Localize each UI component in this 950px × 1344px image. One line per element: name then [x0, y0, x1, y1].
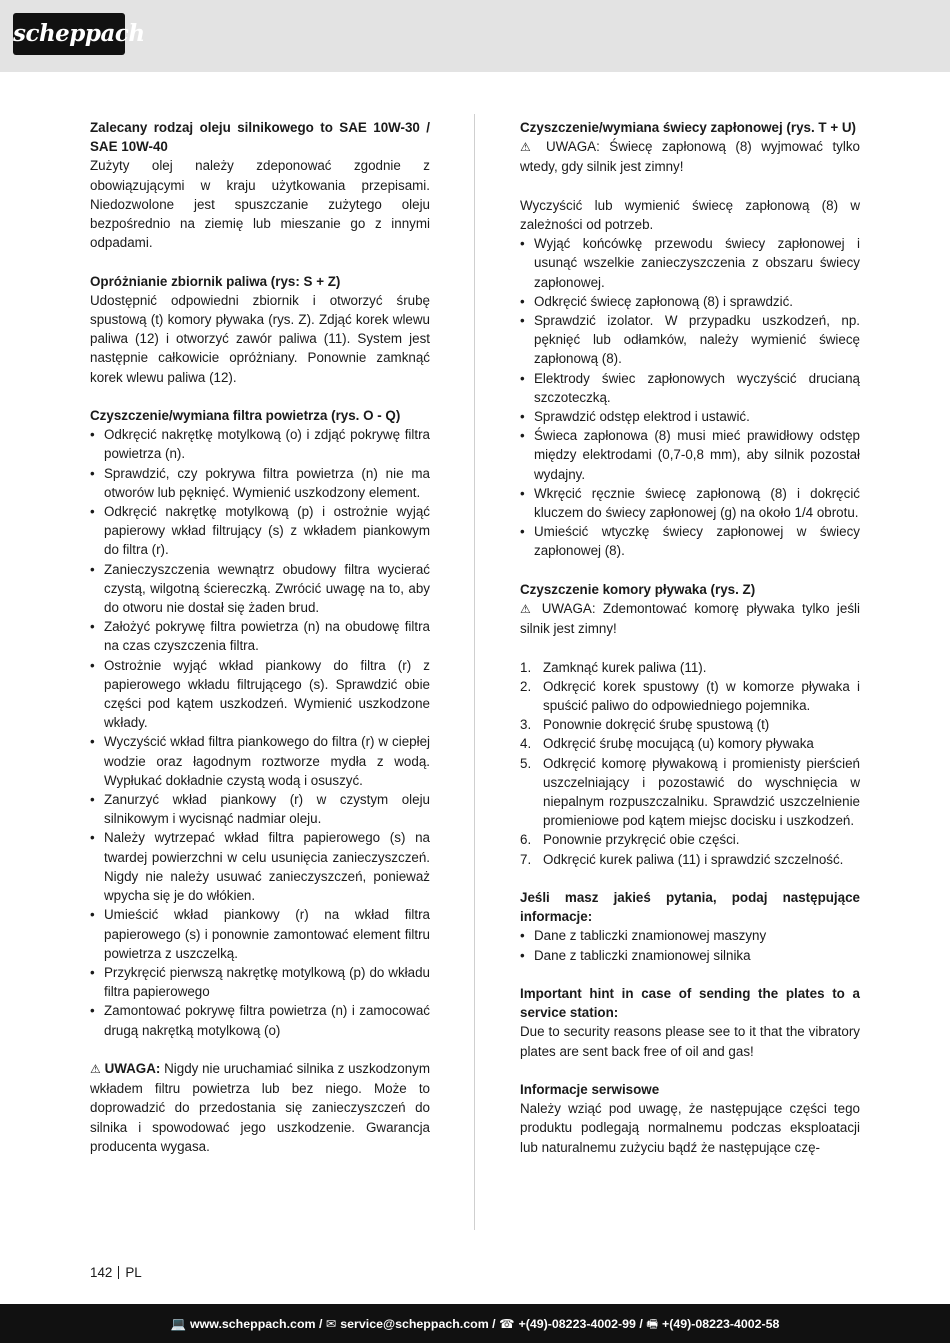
spark-steps-list	[520, 234, 860, 560]
step-text: Odkręcić śrubę mocującą (u) komory pływaka	[543, 736, 814, 752]
step-number: 1.	[520, 659, 532, 675]
step-text: Zamknąć kurek paliwa (11).	[543, 659, 707, 675]
email-icon: ✉	[325, 1316, 337, 1331]
list-item: • Odkręcić nakrętkę motylkową (p) i ostrożnie wyjąć papierowy wkład filtrujący (s) z wkładem piankowym do filtra (r).	[90, 502, 430, 560]
spark-warning-text: UWAGA: Świecę zapłonową (8) wyjmować tylko wtedy, gdy silnik jest zimny!	[520, 139, 860, 175]
filter-steps-list	[90, 425, 430, 1040]
step-number: 3.	[520, 717, 532, 733]
spark-heading: Czyszczenie/wymiana świecy zapłonowej (rys. T + U)	[520, 120, 857, 135]
list-item	[520, 754, 860, 831]
oil-heading: Zalecany rodzaj oleju silnikowego to SAE 10W-30 / SAE 10W-40	[90, 120, 430, 155]
list-item	[520, 850, 860, 869]
list-item	[520, 658, 860, 677]
list-item: • Umieścić wtyczkę świecy zapłonowej w świecy zapłonowej (8).	[520, 522, 860, 560]
list-item: • Zanurzyć wkład piankowy (r) w czystym oleju silnikowym i wycisnąć nadmiar oleju.	[90, 790, 430, 828]
page-language: PL	[125, 1265, 142, 1280]
list-item: • Umieścić wkład piankowy (r) na wkład filtra papierowego (s) i ponownie zamontować element filtru powietrza z uszczelką.	[90, 905, 430, 963]
footer-fax: +(49)-08223-4002-58	[662, 1317, 780, 1331]
filter-warning	[90, 1059, 430, 1156]
warning-text: Nigdy nie uruchamiać silnika z uszkodzonym wkładem filtru powietrza lub bez niego. Może to doprowadzić do przedostania się zanieczyszczeń do silnika i spowodować jego uszkodzenie. Gwarancja producenta wygasa.	[90, 1060, 430, 1154]
page-number-separator	[118, 1266, 119, 1279]
fax-icon: 🖷	[646, 1316, 658, 1331]
step-text: Ponownie przykręcić obie części.	[543, 832, 740, 848]
list-item: • Sprawdzić odstęp elektrod i ustawić.	[520, 407, 860, 426]
list-item	[520, 734, 860, 753]
step-text: Odkręcić komorę pływakową i promienisty pierścień uszczelniający i pozostawić do wyschnięcia w niepalnym rozpuszczalniku. Sprawdzić uszczelnienie promieniowe pod kątem miejsc docisku i uszkodzeń.	[543, 755, 860, 829]
list-item	[520, 830, 860, 849]
step-number: 2.	[520, 678, 532, 694]
list-item: • Elektrody świec zapłonowych wyczyścić drucianą szczoteczką.	[520, 369, 860, 407]
warning-label: UWAGA:	[104, 1060, 161, 1076]
list-item	[520, 715, 860, 734]
list-item: • Ostrożnie wyjąć wkład piankowy do filtra (r) z papierowego wkładu filtrującego (s). Sprawdzić obie części pod kątem uszkodzeń. Wymienić uszkodzone wkłady.	[90, 656, 430, 733]
spark-warning	[520, 137, 860, 176]
filter-heading: Czyszczenie/wymiana filtra powietrza (rys. O - Q)	[90, 408, 401, 424]
float-heading: Czyszczenie komory pływaka (rys. Z)	[520, 581, 756, 597]
fuel-text: Udostępnić odpowiedni zbiornik i otworzyć śrubę spustową (t) komory pływaka (rys. Z). Zdjąć korek wlewu paliwa (12) i otworzyć zawór paliwa (11). System jest następnie całkowicie opróżniany. Ponownie zamknąć korek wlewu paliwa (12).	[90, 292, 430, 385]
list-item: • Zanieczyszczenia wewnątrz obudowy filtra wycierać czystą, wilgotną ściereczką. Zwrócić uwagę na to, aby do otworu nie dostał się żaden brud.	[90, 560, 430, 618]
step-number: 7.	[520, 851, 532, 867]
list-item: • Odkręcić nakrętkę motylkową (o) i zdjąć pokrywę filtra powietrza (n).	[90, 425, 430, 463]
phone-icon: ☎	[499, 1316, 515, 1331]
list-item: • Dane z tabliczki znamionowej maszyny	[520, 926, 860, 945]
list-item: • Należy wytrzepać wkład filtra papierowego (s) na twardej powierzchni w celu usunięcia zanieczyszczeń. Nigdy nie należy usuwać zanieczyszczeń, ponieważ wpycha się je do włókien.	[90, 828, 430, 905]
hint-text: Due to security reasons please see to it that the vibratory plates are sent back free of oil and gas!	[520, 1024, 860, 1059]
list-item: • Sprawdzić izolator. W przypadku uszkodzeń, np. pęknięć lub odłamków, należy wymienić świecę zapłonową (8).	[520, 311, 860, 369]
list-item: • Wyczyścić wkład filtra piankowego do filtra (r) w ciepłej wodzie oraz łagodnym roztworze mydła z wodą. Wypłukać dokładnie czystą wodą i osuszyć.	[90, 732, 430, 790]
questions-heading: Jeśli masz jakieś pytania, podaj następujące informacje:	[520, 890, 860, 925]
spark-text: Wyczyścić lub wymienić świecę zapłonową (8) w zależności od potrzeb.	[520, 197, 860, 232]
page-number-value: 142	[90, 1265, 113, 1280]
footer-email[interactable]: service@scheppach.com /	[340, 1317, 496, 1331]
service-text: Należy wziąć pod uwagę, że następujące części tego produktu podlegają normalnemu podczas eksploatacji lub naturalnemu zużyciu bądź że następujące czę-	[520, 1101, 860, 1155]
oil-text: Zużyty olej należy zdeponować zgodnie z obowiązującymi w kraju użytkowania przepisami. Niedozwolone jest spuszczanie zużytego oleju bezpośrednio na ziemię lub mieszanie go z innymi odpadami.	[90, 158, 430, 251]
column-divider	[474, 114, 475, 1230]
hint-heading: Important hint in case of sending the plates to a service station:	[520, 986, 860, 1021]
computer-icon: 💻	[170, 1316, 186, 1331]
warning-icon: ⚠	[90, 1061, 101, 1076]
warning-icon: ⚠	[520, 140, 537, 155]
list-item: • Założyć pokrywę filtra powietrza (n) na obudowę filtra na czas czyszczenia filtra.	[90, 617, 430, 655]
right-column	[520, 118, 860, 1157]
float-warning-text: UWAGA: Zdemontować komorę pływaka tylko jeśli silnik jest zimny!	[520, 601, 860, 637]
step-text: Odkręcić kurek paliwa (11) i sprawdzić szczelność.	[543, 851, 844, 867]
list-item: • Dane z tabliczki znamionowej silnika	[520, 946, 860, 965]
footer-phone: +(49)-08223-4002-99 /	[518, 1317, 643, 1331]
list-item: • Zamontować pokrywę filtra powietrza (n) i zamocować drugą nakrętką motylkową (o)	[90, 1001, 430, 1039]
step-number: 5.	[520, 755, 532, 771]
service-heading: Informacje serwisowe	[520, 1082, 660, 1098]
questions-list	[520, 926, 860, 964]
step-text: Ponownie dokręcić śrubę spustową (t)	[543, 717, 770, 733]
warning-icon: ⚠	[520, 602, 535, 617]
list-item: • Wyjąć końcówkę przewodu świecy zapłonowej i usunąć wszelkie zanieczyszczenia z obszaru świecy zapłonowej.	[520, 234, 860, 292]
list-item	[520, 677, 860, 715]
step-text: Odkręcić korek spustowy (t) w komorze pływaka i spuścić paliwo do odpowiedniego pojemnika.	[543, 678, 860, 714]
left-column	[90, 118, 430, 1156]
footer-web[interactable]: www.scheppach.com /	[189, 1317, 323, 1331]
list-item: • Świeca zapłonowa (8) musi mieć prawidłowy odstęp między elektrodami (0,7-0,8 mm), aby silnik pozostał wydajny.	[520, 426, 860, 484]
brand-logo: scheppach	[13, 13, 125, 55]
list-item: • Wkręcić ręcznie świecę zapłonową (8) i dokręcić kluczem do świecy zapłonowej (g) na około 1/4 obrotu.	[520, 484, 860, 522]
list-item: • Sprawdzić, czy pokrywa filtra powietrza (n) nie ma otworów lub pęknięć. Wymienić uszkodzony element.	[90, 464, 430, 502]
page-number	[90, 1265, 142, 1280]
page-footer	[0, 1304, 950, 1343]
step-number: 6.	[520, 832, 532, 848]
list-item: • Odkręcić świecę zapłonową (8) i sprawdzić.	[520, 292, 860, 311]
float-warning	[520, 599, 860, 638]
page-header	[0, 0, 950, 72]
list-item: • Przykręcić pierwszą nakrętkę motylkową (p) do wkładu filtra papierowego	[90, 963, 430, 1001]
step-number: 4.	[520, 736, 532, 752]
float-steps-list	[520, 658, 860, 869]
fuel-heading: Opróżnianie zbiornik paliwa (rys: S + Z)	[90, 273, 341, 289]
